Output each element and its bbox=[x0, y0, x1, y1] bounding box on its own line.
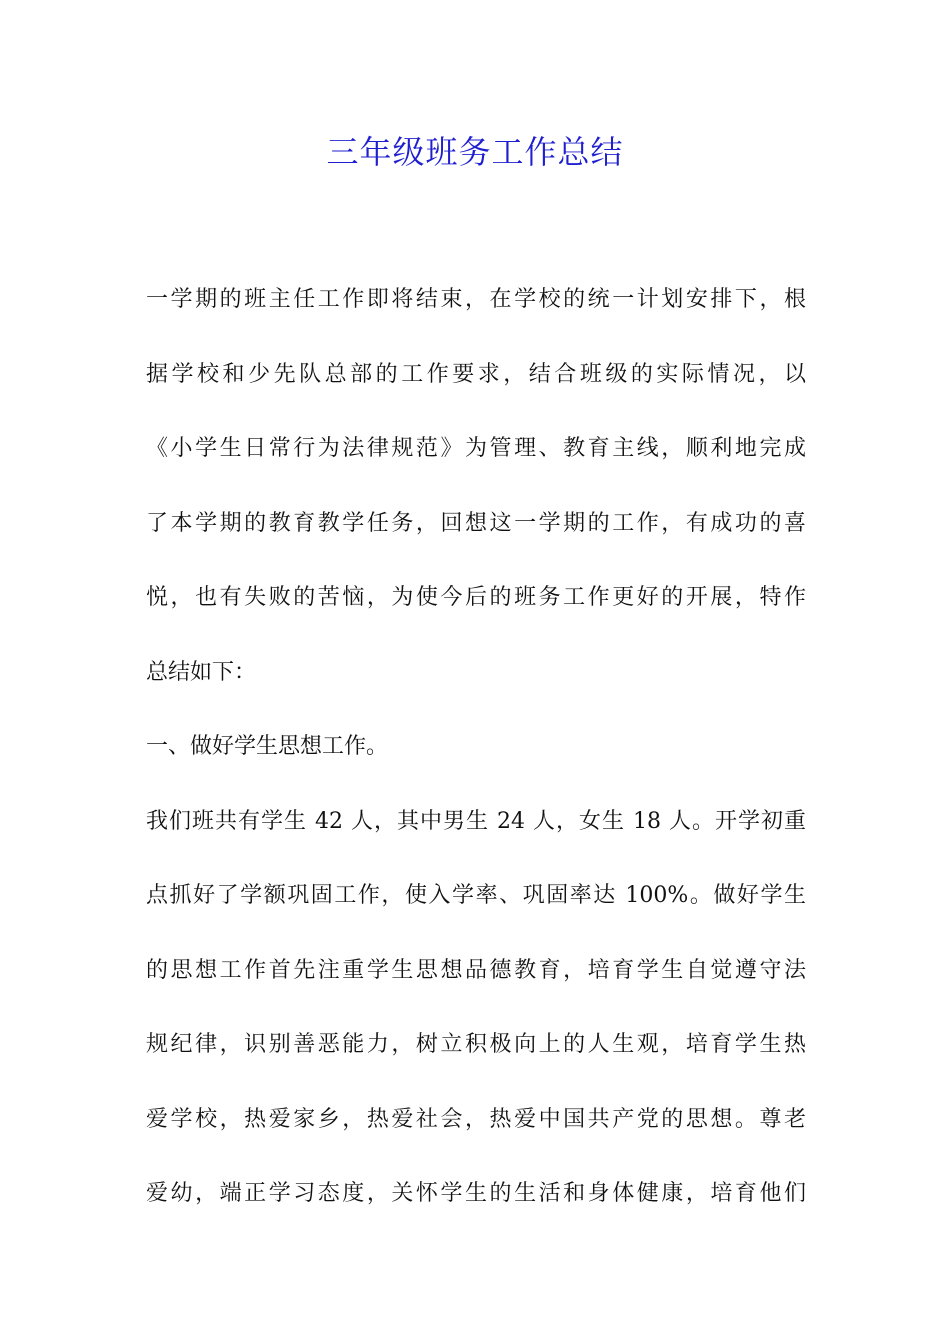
body-line: 规纪律，识别善恶能力，树立积极向上的人生观，培育学生热 bbox=[146, 1032, 806, 1057]
body-line: 据学校和少先队总部的工作要求，结合班级的实际情况，以 bbox=[146, 361, 806, 387]
body-line: 爱学校，热爱家乡，热爱社会，热爱中国共产党的思想。尊老 bbox=[146, 1106, 806, 1132]
body-line: 总结如下： bbox=[146, 659, 257, 685]
body-line: 《小学生日常行为法律规范》为管理、教育主线，顺利地完成 bbox=[146, 436, 806, 461]
document-body bbox=[146, 263, 806, 1232]
document-title: 三年级班务工作总结 bbox=[326, 133, 624, 171]
body-line: 了本学期的教育教学任务，回想这一学期的工作，有成功的喜 bbox=[146, 510, 806, 536]
body-line: 一学期的班主任工作即将结束，在学校的统一计划安排下，根 bbox=[146, 287, 806, 312]
body-line: 悦，也有失败的苦恼，为使今后的班务工作更好的开展，特作 bbox=[146, 585, 806, 610]
section-heading: 一、做好学生思想工作。 bbox=[146, 734, 389, 759]
body-line: 我们班共有学生 42 人，其中男生 24 人，女生 18 人。开学初重 bbox=[146, 808, 806, 834]
body-line: 爱幼，端正学习态度，关怀学生的生活和身体健康，培育他们 bbox=[146, 1181, 806, 1206]
body-line: 点抓好了学额巩固工作，使入学率、巩固率达 100%。做好学生 bbox=[146, 883, 806, 908]
body-line: 的思想工作首先注重学生思想品德教育，培育学生自觉遵守法 bbox=[146, 957, 806, 983]
